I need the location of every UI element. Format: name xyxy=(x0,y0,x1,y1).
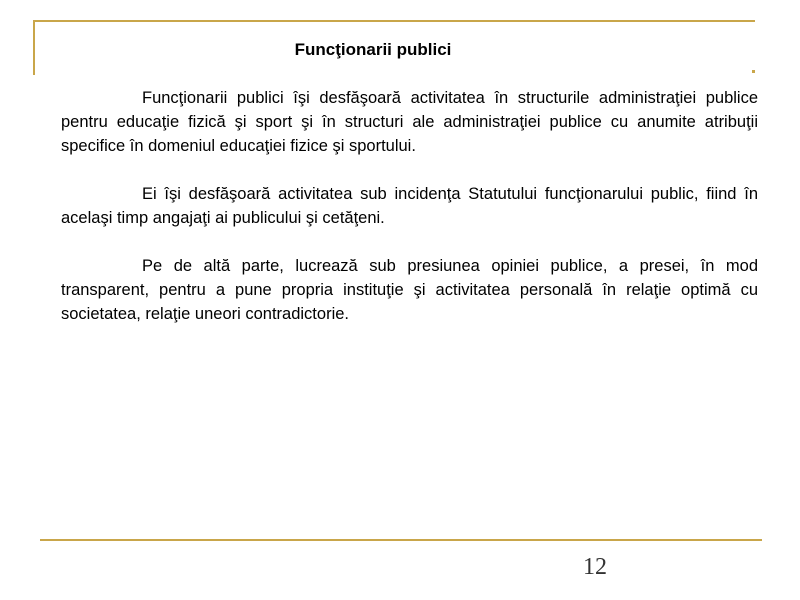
paragraph-3: Pe de altă parte, lucrează sub presiunea opiniei publice, a presei, în mod transparent, pentru a pune propria instituţie şi activitatea personală în relaţie optimă cu societatea, relaţie uneori contradictorie. xyxy=(61,257,758,323)
paragraph-1: Funcţionarii publici îşi desfăşoară activitatea în structurile administraţiei publice pentru educaţie fizică şi sport şi în structuri ale administraţiei publice cu anumite atribuţii specifice în domeniul educaţiei fizice şi sportului. xyxy=(61,89,758,155)
frame-dot xyxy=(752,70,755,73)
page-number: 12 xyxy=(583,554,607,580)
slide-body xyxy=(61,86,758,350)
paragraph-2: Ei îşi desfăşoară activitatea sub incidenţa Statutului funcţionarului public, fiind în acelaşi timp angajaţi ai publicului şi cetăţeni. xyxy=(61,185,758,227)
slide-title: Funcţionarii publici xyxy=(294,40,452,59)
frame-bottom-line xyxy=(40,539,762,541)
frame-top-line xyxy=(34,20,755,22)
